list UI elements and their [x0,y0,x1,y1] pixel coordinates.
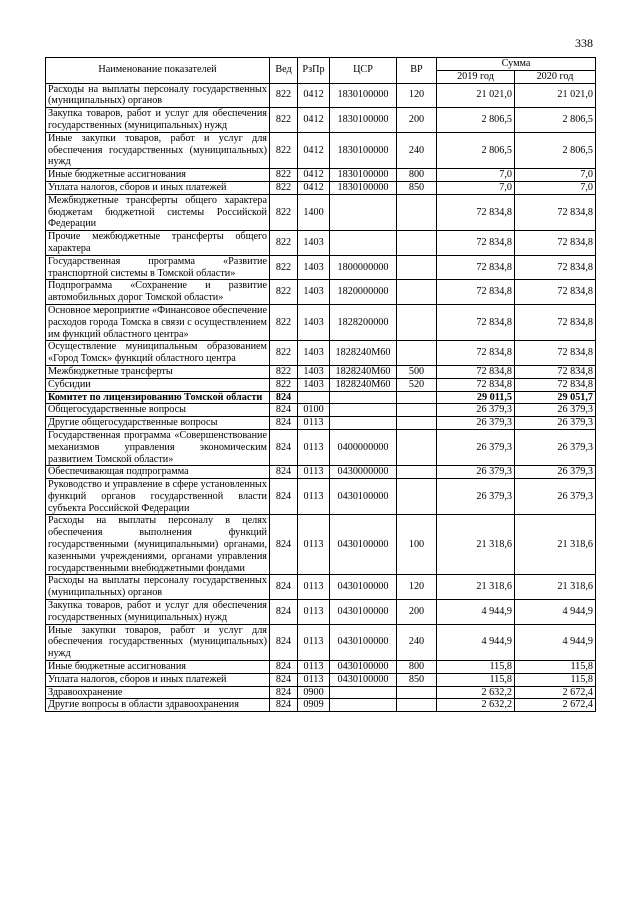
table-row [46,479,596,515]
cell-2019: 7,0 [437,181,515,194]
cell-rzpr: 1403 [298,365,330,378]
cell-ved: 824 [270,404,298,417]
cell-2019: 21 021,0 [437,83,515,108]
cell-csr [330,699,397,712]
cell-2020: 72 834,8 [515,231,596,256]
table-row [46,255,596,280]
header-csr: ЦСР [330,58,397,84]
cell-2019: 72 834,8 [437,341,515,366]
cell-vr: 850 [397,673,437,686]
cell-name: Закупка товаров, работ и услуг для обеспечения государственных (муниципальных) нужд [46,108,270,133]
cell-vr [397,391,437,404]
cell-csr [330,404,397,417]
cell-name: Прочие межбюджетные трансферты общего характера [46,231,270,256]
table-row [46,404,596,417]
cell-ved: 824 [270,686,298,699]
cell-csr: 1820000000 [330,280,397,305]
table-row [46,108,596,133]
cell-rzpr: 0113 [298,429,330,465]
cell-2019: 72 834,8 [437,378,515,391]
cell-vr: 120 [397,83,437,108]
cell-2019: 2 806,5 [437,108,515,133]
cell-2020: 72 834,8 [515,341,596,366]
cell-ved: 824 [270,600,298,625]
cell-2019: 29 011,5 [437,391,515,404]
cell-ved: 822 [270,108,298,133]
cell-2020: 72 834,8 [515,304,596,340]
cell-ved: 822 [270,341,298,366]
cell-csr: 1828240M60 [330,365,397,378]
cell-2020: 26 379,3 [515,417,596,430]
cell-2019: 21 318,6 [437,575,515,600]
cell-ved: 822 [270,378,298,391]
cell-rzpr: 0113 [298,624,330,660]
cell-vr: 120 [397,575,437,600]
cell-name: Обеспечивающая подпрограмма [46,466,270,479]
cell-2019: 72 834,8 [437,194,515,230]
table-row [46,231,596,256]
cell-csr: 1828240M60 [330,378,397,391]
cell-2020: 26 379,3 [515,466,596,479]
cell-vr: 520 [397,378,437,391]
cell-ved: 824 [270,661,298,674]
cell-name: Государственная программа «Совершенствование механизмов управления экономическим развитием Томской области» [46,429,270,465]
cell-ved: 824 [270,417,298,430]
cell-2020: 26 379,3 [515,479,596,515]
cell-name: Другие вопросы в области здравоохранения [46,699,270,712]
cell-rzpr: 1403 [298,378,330,391]
cell-csr: 0430100000 [330,673,397,686]
cell-2020: 21 021,0 [515,83,596,108]
cell-name: Общегосударственные вопросы [46,404,270,417]
cell-ved: 822 [270,231,298,256]
cell-2020: 72 834,8 [515,378,596,391]
cell-ved: 824 [270,673,298,686]
cell-ved: 824 [270,575,298,600]
cell-ved: 824 [270,624,298,660]
cell-ved: 822 [270,194,298,230]
cell-vr [397,255,437,280]
cell-vr: 800 [397,169,437,182]
cell-2019: 21 318,6 [437,515,515,575]
cell-rzpr: 1403 [298,255,330,280]
cell-vr [397,341,437,366]
cell-csr: 1830100000 [330,132,397,168]
table-row [46,341,596,366]
header-sum: Сумма [437,58,596,71]
cell-2020: 2 806,5 [515,132,596,168]
cell-rzpr: 0113 [298,466,330,479]
table-body [46,83,596,712]
cell-2019: 2 806,5 [437,132,515,168]
cell-rzpr: 0113 [298,479,330,515]
cell-csr: 1830100000 [330,181,397,194]
cell-name: Осуществление муниципальным образованием «Город Томск» функций областного центра [46,341,270,366]
cell-vr [397,404,437,417]
cell-rzpr: 0909 [298,699,330,712]
cell-2019: 115,8 [437,661,515,674]
table-row [46,417,596,430]
cell-rzpr: 0113 [298,575,330,600]
cell-name: Иные бюджетные ассигнования [46,169,270,182]
cell-csr: 1830100000 [330,108,397,133]
cell-csr [330,391,397,404]
cell-name: Государственная программа «Развитие транспортной системы в Томской области» [46,255,270,280]
cell-rzpr: 0412 [298,181,330,194]
cell-2019: 2 632,2 [437,686,515,699]
table-row [46,132,596,168]
table-row [46,304,596,340]
cell-2020: 7,0 [515,169,596,182]
cell-csr: 1828200000 [330,304,397,340]
cell-csr: 0430100000 [330,624,397,660]
cell-ved: 822 [270,83,298,108]
cell-name: Расходы на выплаты персоналу государственных (муниципальных) органов [46,575,270,600]
cell-2020: 29 051,7 [515,391,596,404]
cell-ved: 822 [270,304,298,340]
cell-rzpr: 1400 [298,194,330,230]
table-row [46,515,596,575]
cell-2020: 2 672,4 [515,686,596,699]
cell-name: Уплата налогов, сборов и иных платежей [46,673,270,686]
cell-2020: 72 834,8 [515,255,596,280]
table-row [46,169,596,182]
cell-name: Расходы на выплаты персоналу государственных (муниципальных) органов [46,83,270,108]
cell-2020: 4 944,9 [515,600,596,625]
header-name: Наименование показателей [46,58,270,84]
cell-csr [330,417,397,430]
cell-name: Здравоохранение [46,686,270,699]
header-2020: 2020 год [515,70,596,83]
cell-csr: 1830100000 [330,169,397,182]
header-vr: ВР [397,58,437,84]
cell-ved: 824 [270,391,298,404]
table-row [46,194,596,230]
table-row [46,83,596,108]
cell-vr: 240 [397,132,437,168]
cell-vr [397,429,437,465]
cell-ved: 824 [270,479,298,515]
table-row [46,624,596,660]
cell-name: Закупка товаров, работ и услуг для обеспечения государственных (муниципальных) нужд [46,600,270,625]
cell-csr [330,194,397,230]
cell-rzpr: 0412 [298,108,330,133]
table-header [46,58,596,84]
cell-rzpr [298,391,330,404]
cell-ved: 824 [270,699,298,712]
cell-vr: 200 [397,108,437,133]
table-row [46,575,596,600]
cell-2019: 72 834,8 [437,255,515,280]
cell-name: Расходы на выплаты персоналу в целях обеспечения выполнения функций государственными (муниципальными) органами, казенными учреждениями, органами управления государственными внебюджетными фондами [46,515,270,575]
cell-2019: 72 834,8 [437,365,515,378]
cell-rzpr: 1403 [298,231,330,256]
cell-csr: 0430100000 [330,479,397,515]
cell-2019: 115,8 [437,673,515,686]
cell-name: Иные закупки товаров, работ и услуг для обеспечения государственных (муниципальных) нужд [46,132,270,168]
table-row [46,181,596,194]
cell-2020: 115,8 [515,661,596,674]
cell-csr: 1830100000 [330,83,397,108]
cell-rzpr: 0100 [298,404,330,417]
cell-2019: 7,0 [437,169,515,182]
cell-vr [397,280,437,305]
header-ved: Вед [270,58,298,84]
cell-csr [330,231,397,256]
cell-csr: 0430100000 [330,515,397,575]
cell-rzpr: 0900 [298,686,330,699]
table-row [46,686,596,699]
cell-name: Подпрограмма «Сохранение и развитие автомобильных дорог Томской области» [46,280,270,305]
cell-vr [397,686,437,699]
cell-vr [397,304,437,340]
cell-2020: 7,0 [515,181,596,194]
cell-2020: 72 834,8 [515,280,596,305]
cell-name: Межбюджетные трансферты общего характера бюджетам бюджетной системы Российской Федерации [46,194,270,230]
cell-rzpr: 1403 [298,341,330,366]
cell-ved: 822 [270,132,298,168]
cell-2020: 2 672,4 [515,699,596,712]
cell-csr: 0400000000 [330,429,397,465]
cell-2019: 4 944,9 [437,600,515,625]
cell-rzpr: 0412 [298,169,330,182]
table-row [46,673,596,686]
cell-name: Субсидии [46,378,270,391]
cell-vr: 500 [397,365,437,378]
cell-2020: 26 379,3 [515,404,596,417]
cell-csr: 1800000000 [330,255,397,280]
table-row [46,661,596,674]
table-row [46,429,596,465]
table-row [46,466,596,479]
cell-csr: 0430100000 [330,575,397,600]
cell-name: Комитет по лицензированию Томской области [46,391,270,404]
cell-vr: 240 [397,624,437,660]
table-row [46,699,596,712]
budget-table [45,57,596,712]
cell-vr [397,417,437,430]
cell-rzpr: 1403 [298,280,330,305]
cell-vr: 850 [397,181,437,194]
cell-vr [397,699,437,712]
cell-vr: 100 [397,515,437,575]
cell-rzpr: 1403 [298,304,330,340]
cell-2019: 72 834,8 [437,231,515,256]
cell-vr: 200 [397,600,437,625]
cell-ved: 822 [270,169,298,182]
cell-2020: 26 379,3 [515,429,596,465]
cell-csr: 0430100000 [330,661,397,674]
cell-2019: 26 379,3 [437,404,515,417]
cell-ved: 824 [270,515,298,575]
cell-rzpr: 0113 [298,515,330,575]
cell-ved: 824 [270,466,298,479]
table-row [46,280,596,305]
header-2019: 2019 год [437,70,515,83]
cell-csr [330,686,397,699]
cell-2020: 21 318,6 [515,575,596,600]
cell-name: Иные бюджетные ассигнования [46,661,270,674]
cell-vr [397,231,437,256]
cell-ved: 822 [270,181,298,194]
cell-2019: 2 632,2 [437,699,515,712]
cell-2020: 2 806,5 [515,108,596,133]
cell-2020: 21 318,6 [515,515,596,575]
header-rzpr: РзПр [298,58,330,84]
table-row [46,365,596,378]
table-row [46,378,596,391]
cell-2020: 72 834,8 [515,194,596,230]
cell-rzpr: 0113 [298,661,330,674]
cell-name: Межбюджетные трансферты [46,365,270,378]
cell-2019: 72 834,8 [437,280,515,305]
cell-ved: 822 [270,280,298,305]
cell-2019: 26 379,3 [437,479,515,515]
cell-csr: 1828240M60 [330,341,397,366]
cell-csr: 0430100000 [330,600,397,625]
cell-rzpr: 0113 [298,673,330,686]
cell-ved: 822 [270,365,298,378]
cell-2019: 72 834,8 [437,304,515,340]
cell-vr: 800 [397,661,437,674]
cell-name: Уплата налогов, сборов и иных платежей [46,181,270,194]
cell-ved: 824 [270,429,298,465]
cell-name: Руководство и управление в сфере установленных функций органов государственной власти субъекта Российской Федерации [46,479,270,515]
cell-rzpr: 0113 [298,417,330,430]
cell-name: Основное мероприятие «Финансовое обеспечение расходов города Томска в связи с осуществлением им функций областного центра» [46,304,270,340]
table-row [46,600,596,625]
cell-vr [397,194,437,230]
cell-rzpr: 0412 [298,132,330,168]
cell-vr [397,479,437,515]
table-row [46,391,596,404]
cell-name: Другие общегосударственные вопросы [46,417,270,430]
cell-2020: 72 834,8 [515,365,596,378]
cell-vr [397,466,437,479]
cell-rzpr: 0113 [298,600,330,625]
cell-2020: 115,8 [515,673,596,686]
cell-name: Иные закупки товаров, работ и услуг для обеспечения государственных (муниципальных) нужд [46,624,270,660]
cell-ved: 822 [270,255,298,280]
cell-2019: 26 379,3 [437,466,515,479]
cell-rzpr: 0412 [298,83,330,108]
cell-2019: 26 379,3 [437,429,515,465]
cell-2020: 4 944,9 [515,624,596,660]
cell-csr: 0430000000 [330,466,397,479]
page-number: 338 [575,36,593,50]
cell-2019: 26 379,3 [437,417,515,430]
cell-2019: 4 944,9 [437,624,515,660]
